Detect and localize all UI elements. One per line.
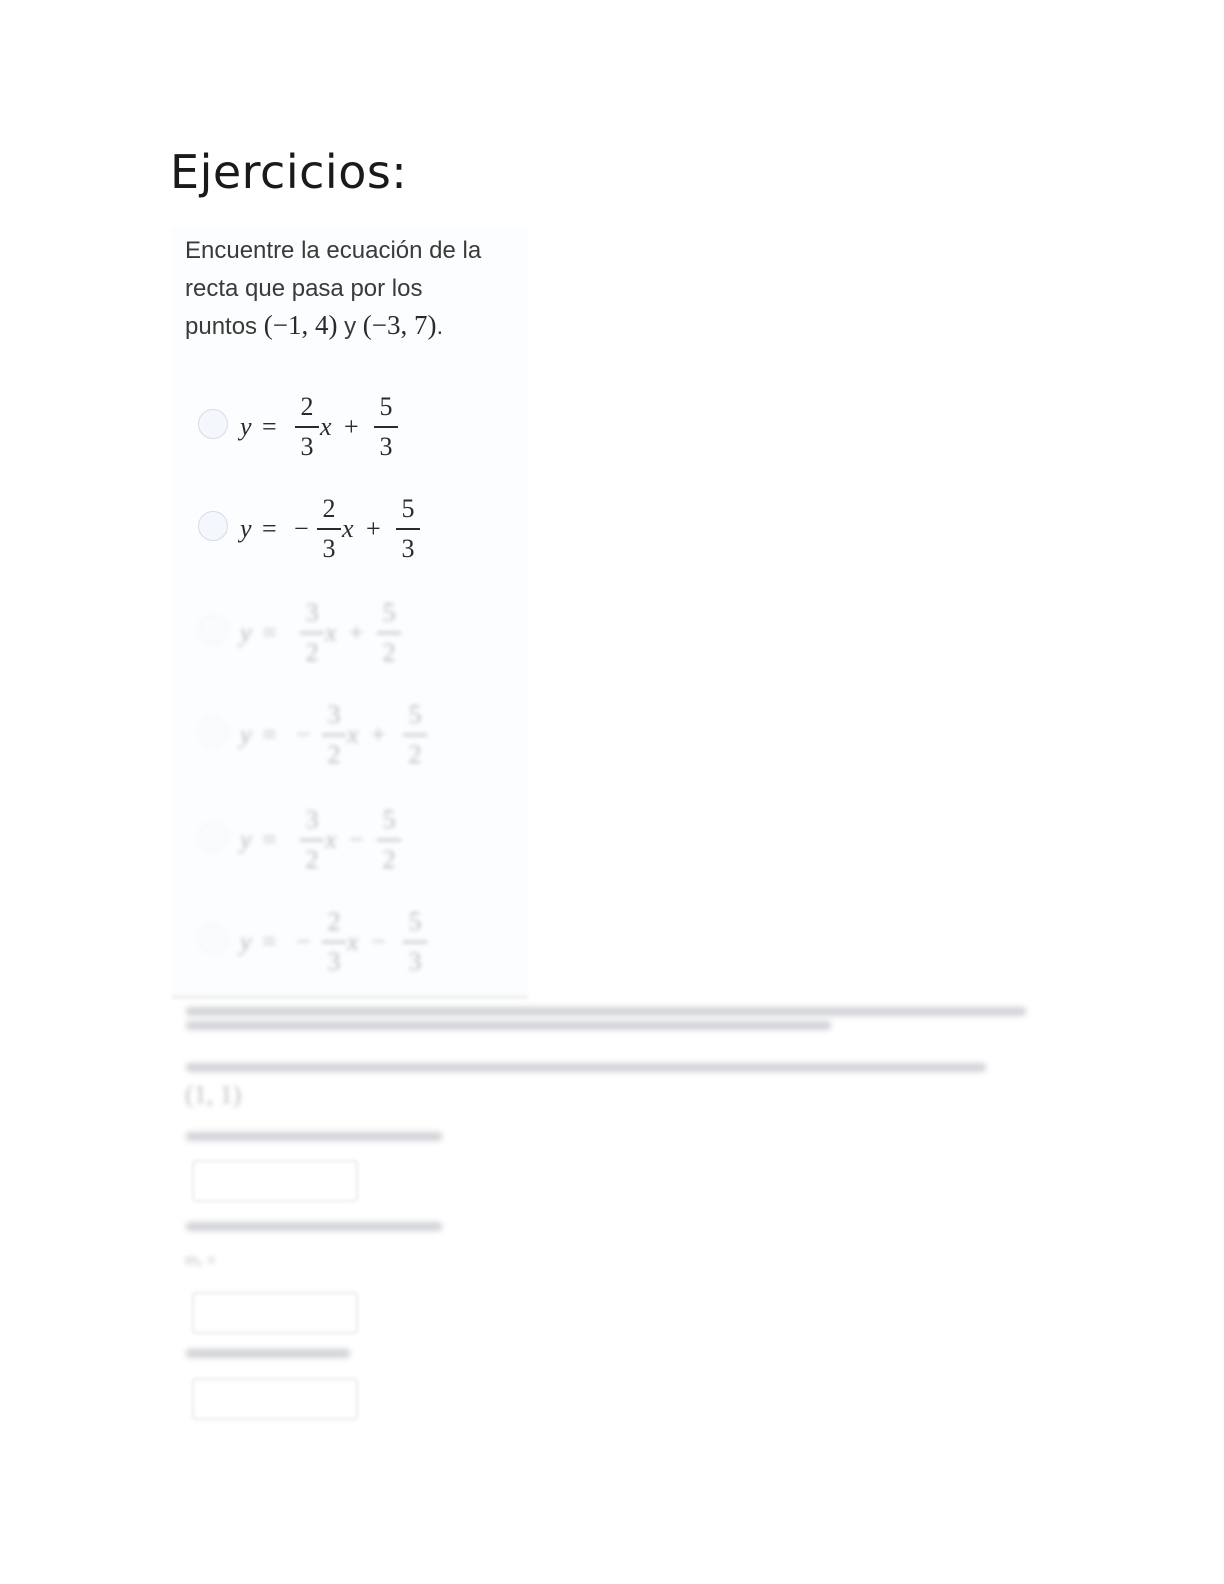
numerator: 5 [401, 494, 415, 523]
answer-option-6[interactable] [198, 905, 528, 985]
blurred-text-line [186, 1063, 986, 1072]
answer-option-3[interactable] [198, 596, 528, 676]
fraction-1 [295, 390, 319, 464]
fraction-1 [317, 492, 341, 566]
var-x: x [320, 412, 332, 441]
prompt-line-1: Encuentre la ecuación de la [185, 237, 482, 264]
blurred-text-line [186, 1222, 442, 1231]
page-title: Ejercicios: [170, 145, 408, 199]
prompt-connector: y [337, 313, 363, 340]
fraction-1 [300, 596, 324, 670]
blurred-text-line [186, 1007, 1026, 1016]
equals-sign: = [262, 927, 277, 956]
numerator: 2 [322, 494, 336, 523]
numerator: 3 [305, 805, 319, 834]
answer-option-1[interactable] [198, 390, 528, 470]
numerator: 5 [382, 805, 396, 834]
fraction-2 [403, 698, 427, 772]
blurred-point-label: (1, 1) [185, 1080, 242, 1109]
prompt-end: . [436, 313, 444, 340]
operator: − [349, 825, 364, 854]
var-x: x [347, 720, 359, 749]
operator: + [344, 412, 359, 441]
denominator: 2 [305, 637, 319, 667]
var-x: x [342, 514, 354, 543]
denominator: 3 [322, 533, 336, 563]
point-1: (−1, 4) [263, 310, 338, 340]
denominator: 2 [382, 844, 396, 874]
denominator: 3 [379, 431, 393, 461]
equals-sign: = [262, 720, 277, 749]
operator: − [371, 927, 386, 956]
answer-option-2[interactable] [198, 492, 528, 572]
answer-input-3[interactable] [192, 1378, 358, 1420]
fraction-1 [322, 905, 346, 979]
blurred-text-line [186, 1349, 350, 1358]
answer-input-2[interactable] [192, 1292, 358, 1334]
blurred-equation-label: m₁ = [185, 1252, 216, 1269]
prompt-line-2: recta que pasa por los [185, 274, 423, 302]
radio-button[interactable] [198, 924, 228, 954]
radio-button[interactable] [198, 822, 228, 852]
fraction-2 [377, 803, 401, 877]
radio-button[interactable] [198, 717, 228, 747]
blurred-text-line [186, 1021, 831, 1030]
var-y: y [240, 825, 252, 854]
denominator: 3 [408, 946, 422, 976]
answer-input-1[interactable] [192, 1160, 358, 1202]
var-y: y [240, 618, 252, 647]
denominator: 3 [300, 431, 314, 461]
equals-sign: = [262, 825, 277, 854]
var-y: y [240, 412, 252, 441]
section-divider [172, 995, 528, 999]
minus-sign: − [294, 514, 309, 543]
answer-option-5[interactable] [198, 803, 528, 883]
numerator: 2 [327, 907, 341, 936]
equals-sign: = [262, 412, 277, 441]
denominator: 2 [305, 844, 319, 874]
var-y: y [240, 514, 252, 543]
denominator: 3 [327, 946, 341, 976]
blurred-text-line [186, 1132, 442, 1141]
denominator: 2 [382, 637, 396, 667]
numerator: 3 [327, 700, 341, 729]
operator: + [349, 618, 364, 647]
minus-sign: − [296, 720, 311, 749]
var-x: x [347, 927, 359, 956]
numerator: 5 [379, 392, 393, 421]
prompt-line-3: puntos [185, 313, 264, 340]
numerator: 5 [382, 598, 396, 627]
numerator: 5 [408, 907, 422, 936]
question-prompt [185, 232, 525, 346]
var-y: y [240, 720, 252, 749]
fraction-2 [374, 390, 398, 464]
point-2: (−3, 7) [362, 310, 437, 340]
equals-sign: = [262, 514, 277, 543]
fraction-1 [322, 698, 346, 772]
fraction-2 [377, 596, 401, 670]
radio-button[interactable] [198, 511, 228, 541]
denominator: 3 [401, 533, 415, 563]
var-y: y [240, 927, 252, 956]
answer-option-4[interactable] [198, 698, 528, 778]
numerator: 3 [305, 598, 319, 627]
radio-button[interactable] [198, 615, 228, 645]
denominator: 2 [327, 739, 341, 769]
operator: + [371, 720, 386, 749]
fraction-2 [396, 492, 420, 566]
fraction-1 [300, 803, 324, 877]
numerator: 5 [408, 700, 422, 729]
equals-sign: = [262, 618, 277, 647]
numerator: 2 [300, 392, 314, 421]
minus-sign: − [296, 927, 311, 956]
operator: + [366, 514, 381, 543]
var-x: x [325, 618, 337, 647]
radio-button[interactable] [198, 409, 228, 439]
denominator: 2 [408, 739, 422, 769]
fraction-2 [403, 905, 427, 979]
var-x: x [325, 825, 337, 854]
